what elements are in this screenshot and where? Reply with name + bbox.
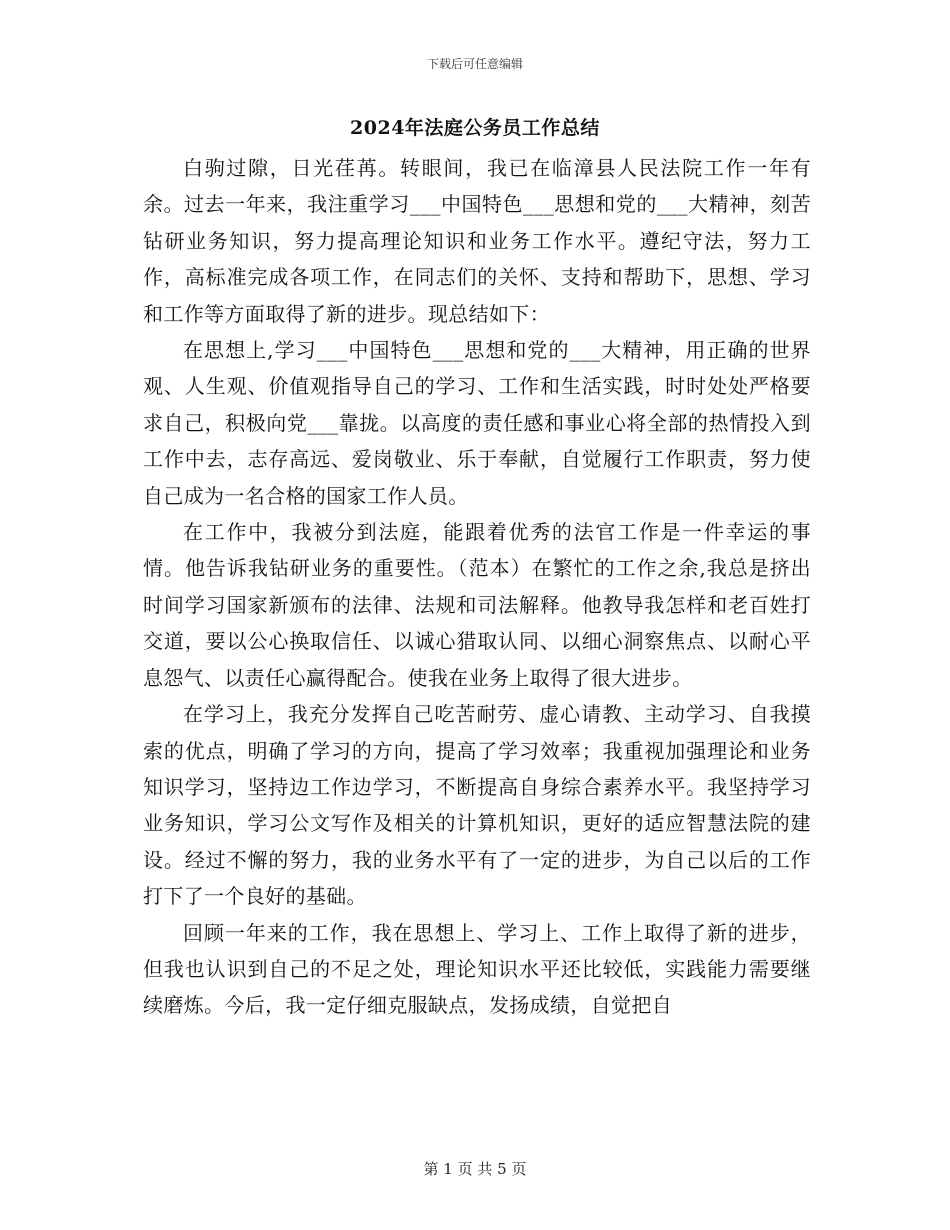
paragraph-work: 在工作中，我被分到法庭，能跟着优秀的法官工作是一件幸运的事情。他告诉我钻研业务的重要性。（范本）在繁忙的工作之余,我总是挤出时间学习国家新颁布的法律、法规和司法解释。他教导我怎样和老百姓打交道，要以公心换取信任、以诚心猎取认同、以细心洞察焦点、以耐心平息怨气、以责任心赢得配合。使我在业务上取得了很大进步。 (143, 520, 811, 690)
paragraph-review: 回顾一年来的工作，我在思想上、学习上、工作上取得了新的进步，但我也认识到自己的不足之处，理论知识水平还比较低，实践能力需要继续磨炼。今后，我一定仔细克服缺点，发扬成绩，自觉把自 (143, 920, 811, 1018)
page-number: 第 1 页 共 5 页 (423, 1160, 527, 1178)
document-body (143, 150, 811, 1024)
paragraph-study: 在学习上，我充分发挥自己吃苦耐劳、虚心请教、主动学习、自我摸索的优点，明确了学习的方向，提高了学习效率；我重视加强理论和业务知识学习，坚持边工作边学习，不断提高自身综合素养水平。我坚持学习业务知识，学习公文写作及相关的计算机知识，更好的适应智慧法院的建设。经过不懈的努力，我的业务水平有了一定的进步，为自己以后的工作打下了一个良好的基础。 (143, 702, 811, 909)
document-title: 2024年法庭公务员工作总结 (350, 117, 600, 139)
paragraph-intro: 白驹过隙，日光荏苒。转眼间，我已在临漳县人民法院工作一年有余。过去一年来，我注重学习___中国特色___思想和党的___大精神，刻苦钻研业务知识，努力提高理论知识和业务工作水平。遵纪守法，努力工作，高标准完成各项工作，在同志们的关怀、支持和帮助下，思想、学习和工作等方面取得了新的进步。现总结如下： (143, 156, 811, 326)
header-note: 下载后可任意编辑 (426, 57, 523, 71)
paragraph-thought: 在思想上,学习___中国特色___思想和党的___大精神，用正确的世界观、人生观、价值观指导自己的学习、工作和生活实践，时时处处严格要求自己，积极向党___靠拢。以高度的责任感和事业心将全部的热情投入到工作中去，志存高远、爱岗敬业、乐于奉献，自觉履行工作职责，努力使自己成为一名合格的国家工作人员。 (143, 338, 811, 508)
